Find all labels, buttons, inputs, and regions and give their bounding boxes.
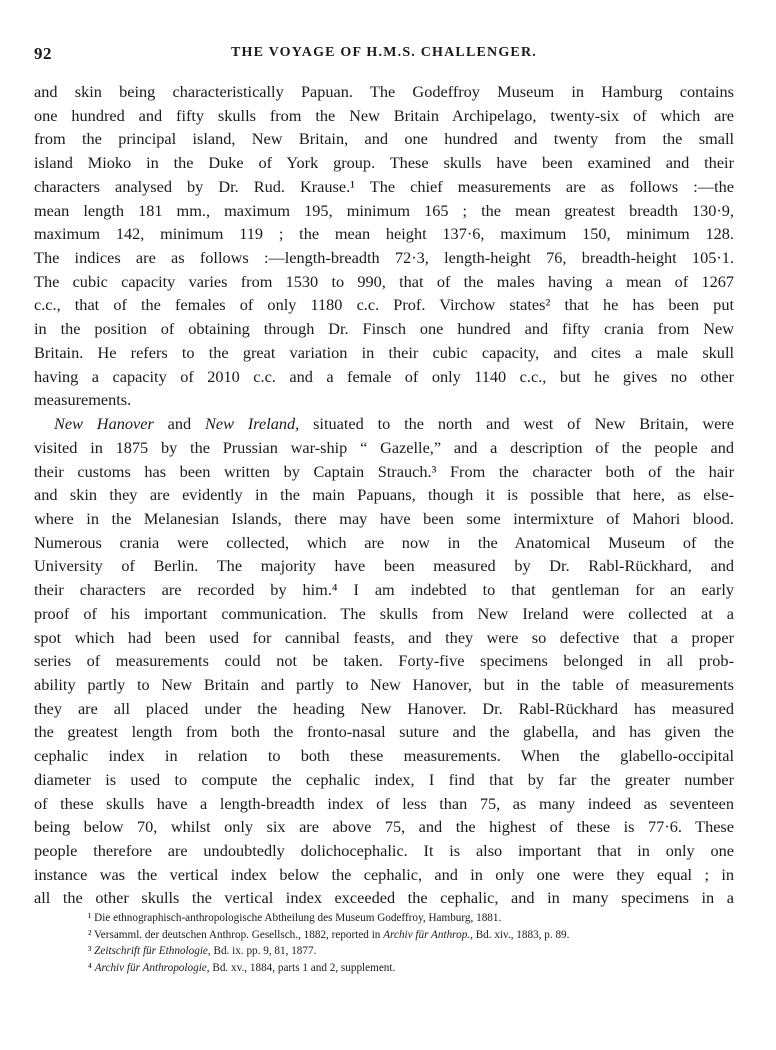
footnote-1: ¹ Die ethnographisch-anthropologische Abtheilung des Museum Godeffroy, Hamburg, 1881. <box>88 912 502 924</box>
text-line: one hundred and fifty skulls from the New Britain Archipelago, twenty-six of which are <box>34 105 734 125</box>
footnote-3 <box>88 943 728 960</box>
text-line: and skin they are evidently in the main Papuans, though it is possible that here, as else- <box>34 485 734 505</box>
text-line: all the other skulls the vertical index exceeded the cephalic, and in many specimens in a <box>34 888 734 908</box>
text-line: maximum 142, minimum 119 ; the mean height 137·6, maximum 150, minimum 128. <box>34 224 734 244</box>
place-name-new-ireland: New Ireland, <box>205 414 300 434</box>
text-line: University of Berlin. The majority have been measured by Dr. Rabl-Rückhard, and <box>34 556 734 576</box>
text-line: the greatest length from both the fronto-nasal suture and the glabella, and has given the <box>34 722 734 742</box>
text-line: having a capacity of 2010 c.c. and a female of only 1140 c.c., but he gives no other <box>34 366 734 386</box>
text-line: where in the Melanesian Islands, there may have been some intermixture of Mahori blood. <box>34 508 734 528</box>
text-fragment: situated to the north and west of New Britain, were <box>299 414 735 434</box>
text-line: and skin being characteristically Papuan. The Godeffroy Museum in Hamburg contains <box>34 82 734 101</box>
footnote-title: Archiv für Anthropologie <box>94 961 207 974</box>
footnote-4 <box>88 960 728 977</box>
text-line: c.c., that of the females of only 1180 c.c. Prof. Virchow states² that he has been put <box>34 295 734 315</box>
footnote-text: ³ <box>88 945 95 958</box>
footnotes <box>88 910 728 976</box>
text-line: their customs has been written by Captain Strauch.³ From the character both of the hair <box>34 461 734 481</box>
page-number: 92 <box>34 44 52 63</box>
footnote-text: ² Versamml. der deutschen Anthrop. Gesellsch., 1882, reported in <box>88 928 384 941</box>
text-line: spot which had been used for cannibal feasts, and they were so defective that a proper <box>34 627 734 647</box>
text-line: in the position of obtaining through Dr. Finsch one hundred and fifty crania from New <box>34 319 734 339</box>
text-line: The indices are as follows :—length-breadth 72·3, length-height 76, breadth-height 105·1. <box>34 248 734 268</box>
text-line: diameter is used to compute the cephalic index, I find that by far the greater number <box>34 769 734 789</box>
text-line: measurements. <box>34 390 132 410</box>
text-fragment: and <box>153 414 206 434</box>
text-line: visited in 1875 by the Prussian war-ship “ Gazelle,” and a description of the people and <box>34 437 734 457</box>
text-line: The cubic capacity varies from 1530 to 990, that of the males having a mean of 1267 <box>34 271 734 291</box>
footnote-text: , Bd. xiv., 1883, p. 89. <box>470 928 570 941</box>
text-line: being below 70, whilst only six are above 75, and the highest of these is 77·6. These <box>34 817 734 837</box>
text-line: ability partly to New Britain and partly to New Hanover, but in the table of measurements <box>34 674 734 694</box>
body-text <box>34 80 734 910</box>
place-name-new-hanover: New Hanover <box>54 414 154 434</box>
running-title: THE VOYAGE OF H.M.S. CHALLENGER. <box>231 45 537 60</box>
text-line: people therefore are undoubtedly dolichocephalic. It is also important that in only one <box>34 841 734 860</box>
text-line: proof of his important communication. The skulls from New Ireland were collected at a <box>34 603 734 623</box>
footnote-title: Archiv für Anthrop. <box>383 928 471 941</box>
text-line: they are all placed under the heading New Hanover. Dr. Rabl-Rückhard has measured <box>34 698 734 718</box>
text-line: Numerous crania were collected, which are now in the Anatomical Museum of the <box>34 532 734 552</box>
text-line: from the principal island, New Britain, and one hundred and twenty from the small <box>34 129 734 149</box>
footnote-title: Zeitschrift für Ethnologie <box>94 945 208 958</box>
text-line: instance was the vertical index below the cephalic, and in only one were they equal ; in <box>34 864 734 884</box>
text-line: their characters are recorded by him.⁴ I am indebted to that gentleman for an early <box>34 580 734 600</box>
footnote-text: ⁴ <box>88 961 95 974</box>
page-header <box>34 44 734 68</box>
text-line: island Mioko in the Duke of York group. These skulls have been examined and their <box>34 153 734 173</box>
text-line: of these skulls have a length-breadth index of less than 75, as many indeed as seventeen <box>34 793 734 813</box>
text-line: cephalic index in relation to both these measurements. When the glabello-occipital <box>34 746 734 766</box>
text-line <box>34 412 734 436</box>
text-line: characters analysed by Dr. Rud. Krause.¹ The chief measurements are as follows :—the <box>34 176 734 196</box>
paragraph-1 <box>34 80 734 412</box>
text-line: Britain. He refers to the great variation in their cubic capacity, and cites a male skull <box>34 342 734 362</box>
text-line: series of measurements could not be taken. Forty-five specimens belonged in all prob- <box>34 651 734 671</box>
paragraph-2 <box>34 412 734 910</box>
text-line: mean length 181 mm., maximum 195, minimum 165 ; the mean greatest breadth 130·9, <box>34 200 734 220</box>
footnote-2 <box>88 927 728 944</box>
footnote-text: , Bd. ix. pp. 9, 81, 1877. <box>207 945 317 958</box>
footnote-text: , Bd. xv., 1884, parts 1 and 2, supplement. <box>206 961 396 974</box>
